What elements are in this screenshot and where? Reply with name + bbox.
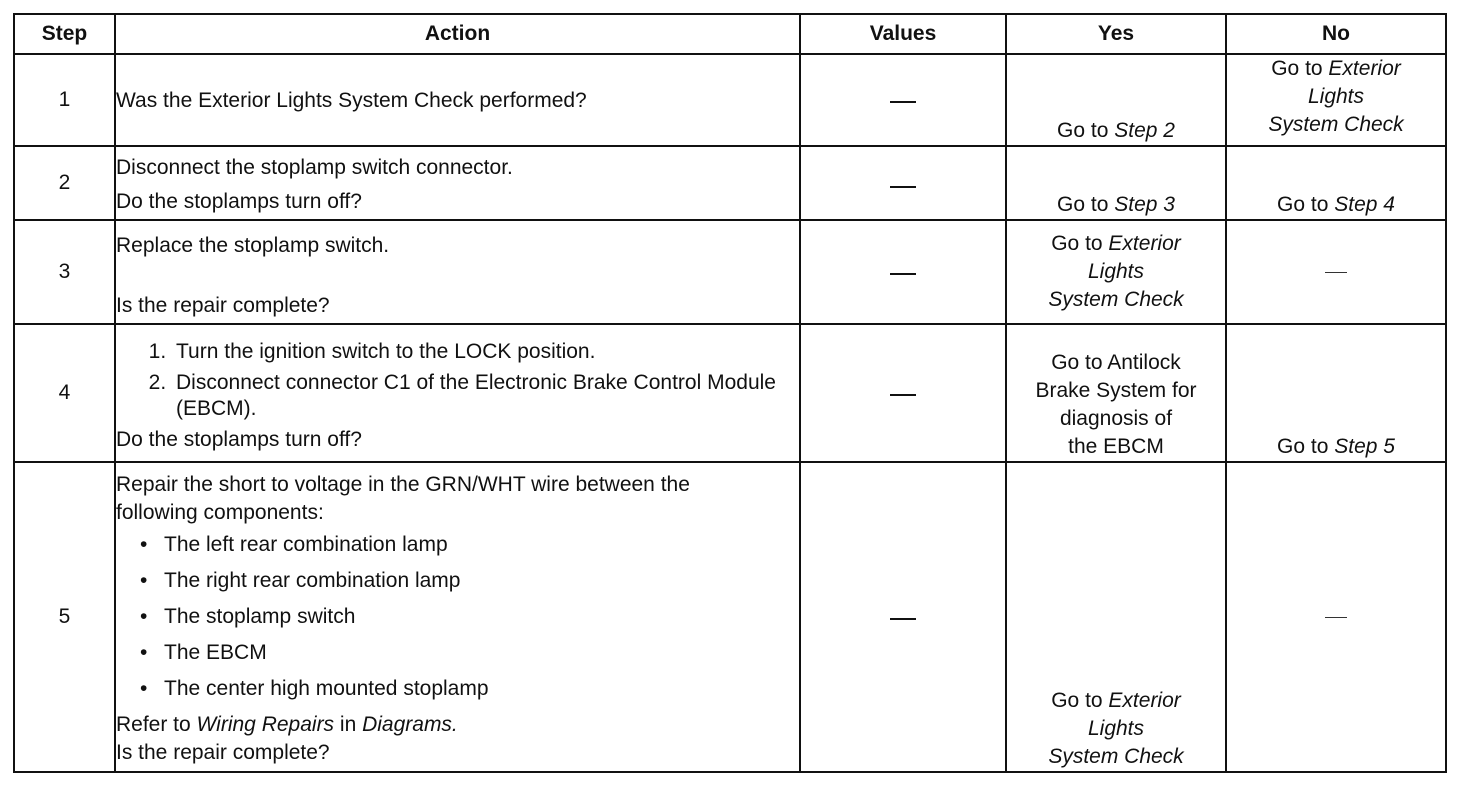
value-dash: [890, 618, 916, 620]
refer-text: [116, 711, 799, 739]
no-cell: [1226, 54, 1446, 146]
yes-ref-line3: System Check: [1048, 745, 1184, 768]
step-number: 5: [14, 462, 115, 772]
table-row: [14, 462, 1446, 772]
values-cell: [800, 54, 1006, 146]
yes-line2: Brake System for: [1035, 379, 1197, 402]
yes-ref-line3: System Check: [1048, 288, 1184, 311]
no-cell: [1226, 462, 1446, 772]
yes-ref-line1: Exterior: [1108, 689, 1181, 712]
yes-prefix: Go to: [1057, 119, 1115, 142]
header-step: Step: [14, 14, 115, 54]
action-cell: [115, 462, 800, 772]
list-item: • The left rear combination lamp: [140, 531, 799, 559]
no-dash: [1325, 272, 1347, 273]
no-dash: [1325, 617, 1347, 618]
values-cell: [800, 324, 1006, 462]
question-text: Do the stoplamps turn off?: [116, 428, 362, 451]
action-cell: [115, 324, 800, 462]
list-item: 2. Disconnect connector C1 of the Electronic Brake Control Module (EBCM).: [172, 370, 799, 422]
table-row: [14, 54, 1446, 146]
yes-cell: [1006, 220, 1226, 324]
value-dash: [890, 394, 916, 396]
table-row: [14, 220, 1446, 324]
values-cell: [800, 146, 1006, 220]
refer-ref2: Diagrams.: [362, 713, 458, 736]
action-cell: [115, 54, 800, 146]
yes-line1: Go to Antilock: [1051, 351, 1181, 374]
table-row: [14, 324, 1446, 462]
value-dash: [890, 273, 916, 275]
yes-cell: [1006, 146, 1226, 220]
question-text: Is the repair complete?: [116, 741, 330, 764]
values-cell: [800, 462, 1006, 772]
no-prefix: Go to: [1277, 193, 1335, 216]
yes-cell: [1006, 324, 1226, 462]
no-ref-line3: System Check: [1268, 113, 1404, 136]
header-action: Action: [115, 14, 800, 54]
value-dash: [890, 186, 916, 188]
list-item: • The stoplamp switch: [140, 603, 799, 631]
yes-ref: Step 2: [1114, 119, 1175, 142]
yes-prefix: Go to: [1057, 193, 1115, 216]
no-cell: [1226, 324, 1446, 462]
yes-line4: the EBCM: [1068, 435, 1164, 458]
no-cell: [1226, 220, 1446, 324]
no-ref-line1: Exterior: [1328, 57, 1401, 80]
table-row: [14, 146, 1446, 220]
no-prefix: Go to: [1271, 57, 1329, 80]
values-cell: [800, 220, 1006, 324]
no-ref: Step 4: [1334, 193, 1395, 216]
yes-ref-line1: Exterior: [1108, 232, 1181, 255]
refer-ref1: Wiring Repairs: [196, 713, 335, 736]
value-dash: [890, 101, 916, 103]
refer-prefix: Refer to: [116, 713, 197, 736]
numbered-steps: [116, 338, 799, 422]
no-prefix: Go to: [1277, 435, 1335, 458]
header-values: Values: [800, 14, 1006, 54]
action-text: Disconnect the stoplamp switch connector.: [116, 156, 513, 179]
header-row: [14, 14, 1446, 54]
yes-prefix: Go to: [1051, 232, 1109, 255]
question-text: Is the repair complete?: [116, 294, 330, 317]
no-ref: Step 5: [1334, 435, 1395, 458]
header-yes: Yes: [1006, 14, 1226, 54]
no-ref-line2: Lights: [1307, 85, 1365, 108]
action-text: Was the Exterior Lights System Check performed?: [116, 89, 587, 112]
header-no: No: [1226, 14, 1446, 54]
list-item: 1. Turn the ignition switch to the LOCK position.: [172, 338, 799, 366]
action-text: Replace the stoplamp switch.: [116, 234, 390, 257]
yes-cell: [1006, 54, 1226, 146]
step-number: 1: [14, 54, 115, 146]
refer-mid: in: [334, 713, 363, 736]
list-item: • The EBCM: [140, 639, 799, 667]
yes-ref-line2: Lights: [1087, 717, 1145, 740]
yes-cell: [1006, 462, 1226, 772]
yes-prefix: Go to: [1051, 689, 1109, 712]
list-item: • The right rear combination lamp: [140, 567, 799, 595]
action-cell: [115, 220, 800, 324]
question-text: Do the stoplamps turn off?: [116, 190, 362, 213]
yes-ref-line2: Lights: [1087, 260, 1145, 283]
step-number: 3: [14, 220, 115, 324]
no-cell: [1226, 146, 1446, 220]
diagnostic-table: [13, 13, 1447, 773]
step-number: 2: [14, 146, 115, 220]
action-cell: [115, 146, 800, 220]
intro-text: Repair the short to voltage in the GRN/WHT wire between the following components:: [116, 473, 690, 524]
yes-ref: Step 3: [1114, 193, 1175, 216]
yes-line3: diagnosis of: [1059, 407, 1173, 430]
list-item: • The center high mounted stoplamp: [140, 675, 799, 703]
component-list: [116, 531, 799, 703]
step-number: 4: [14, 324, 115, 462]
